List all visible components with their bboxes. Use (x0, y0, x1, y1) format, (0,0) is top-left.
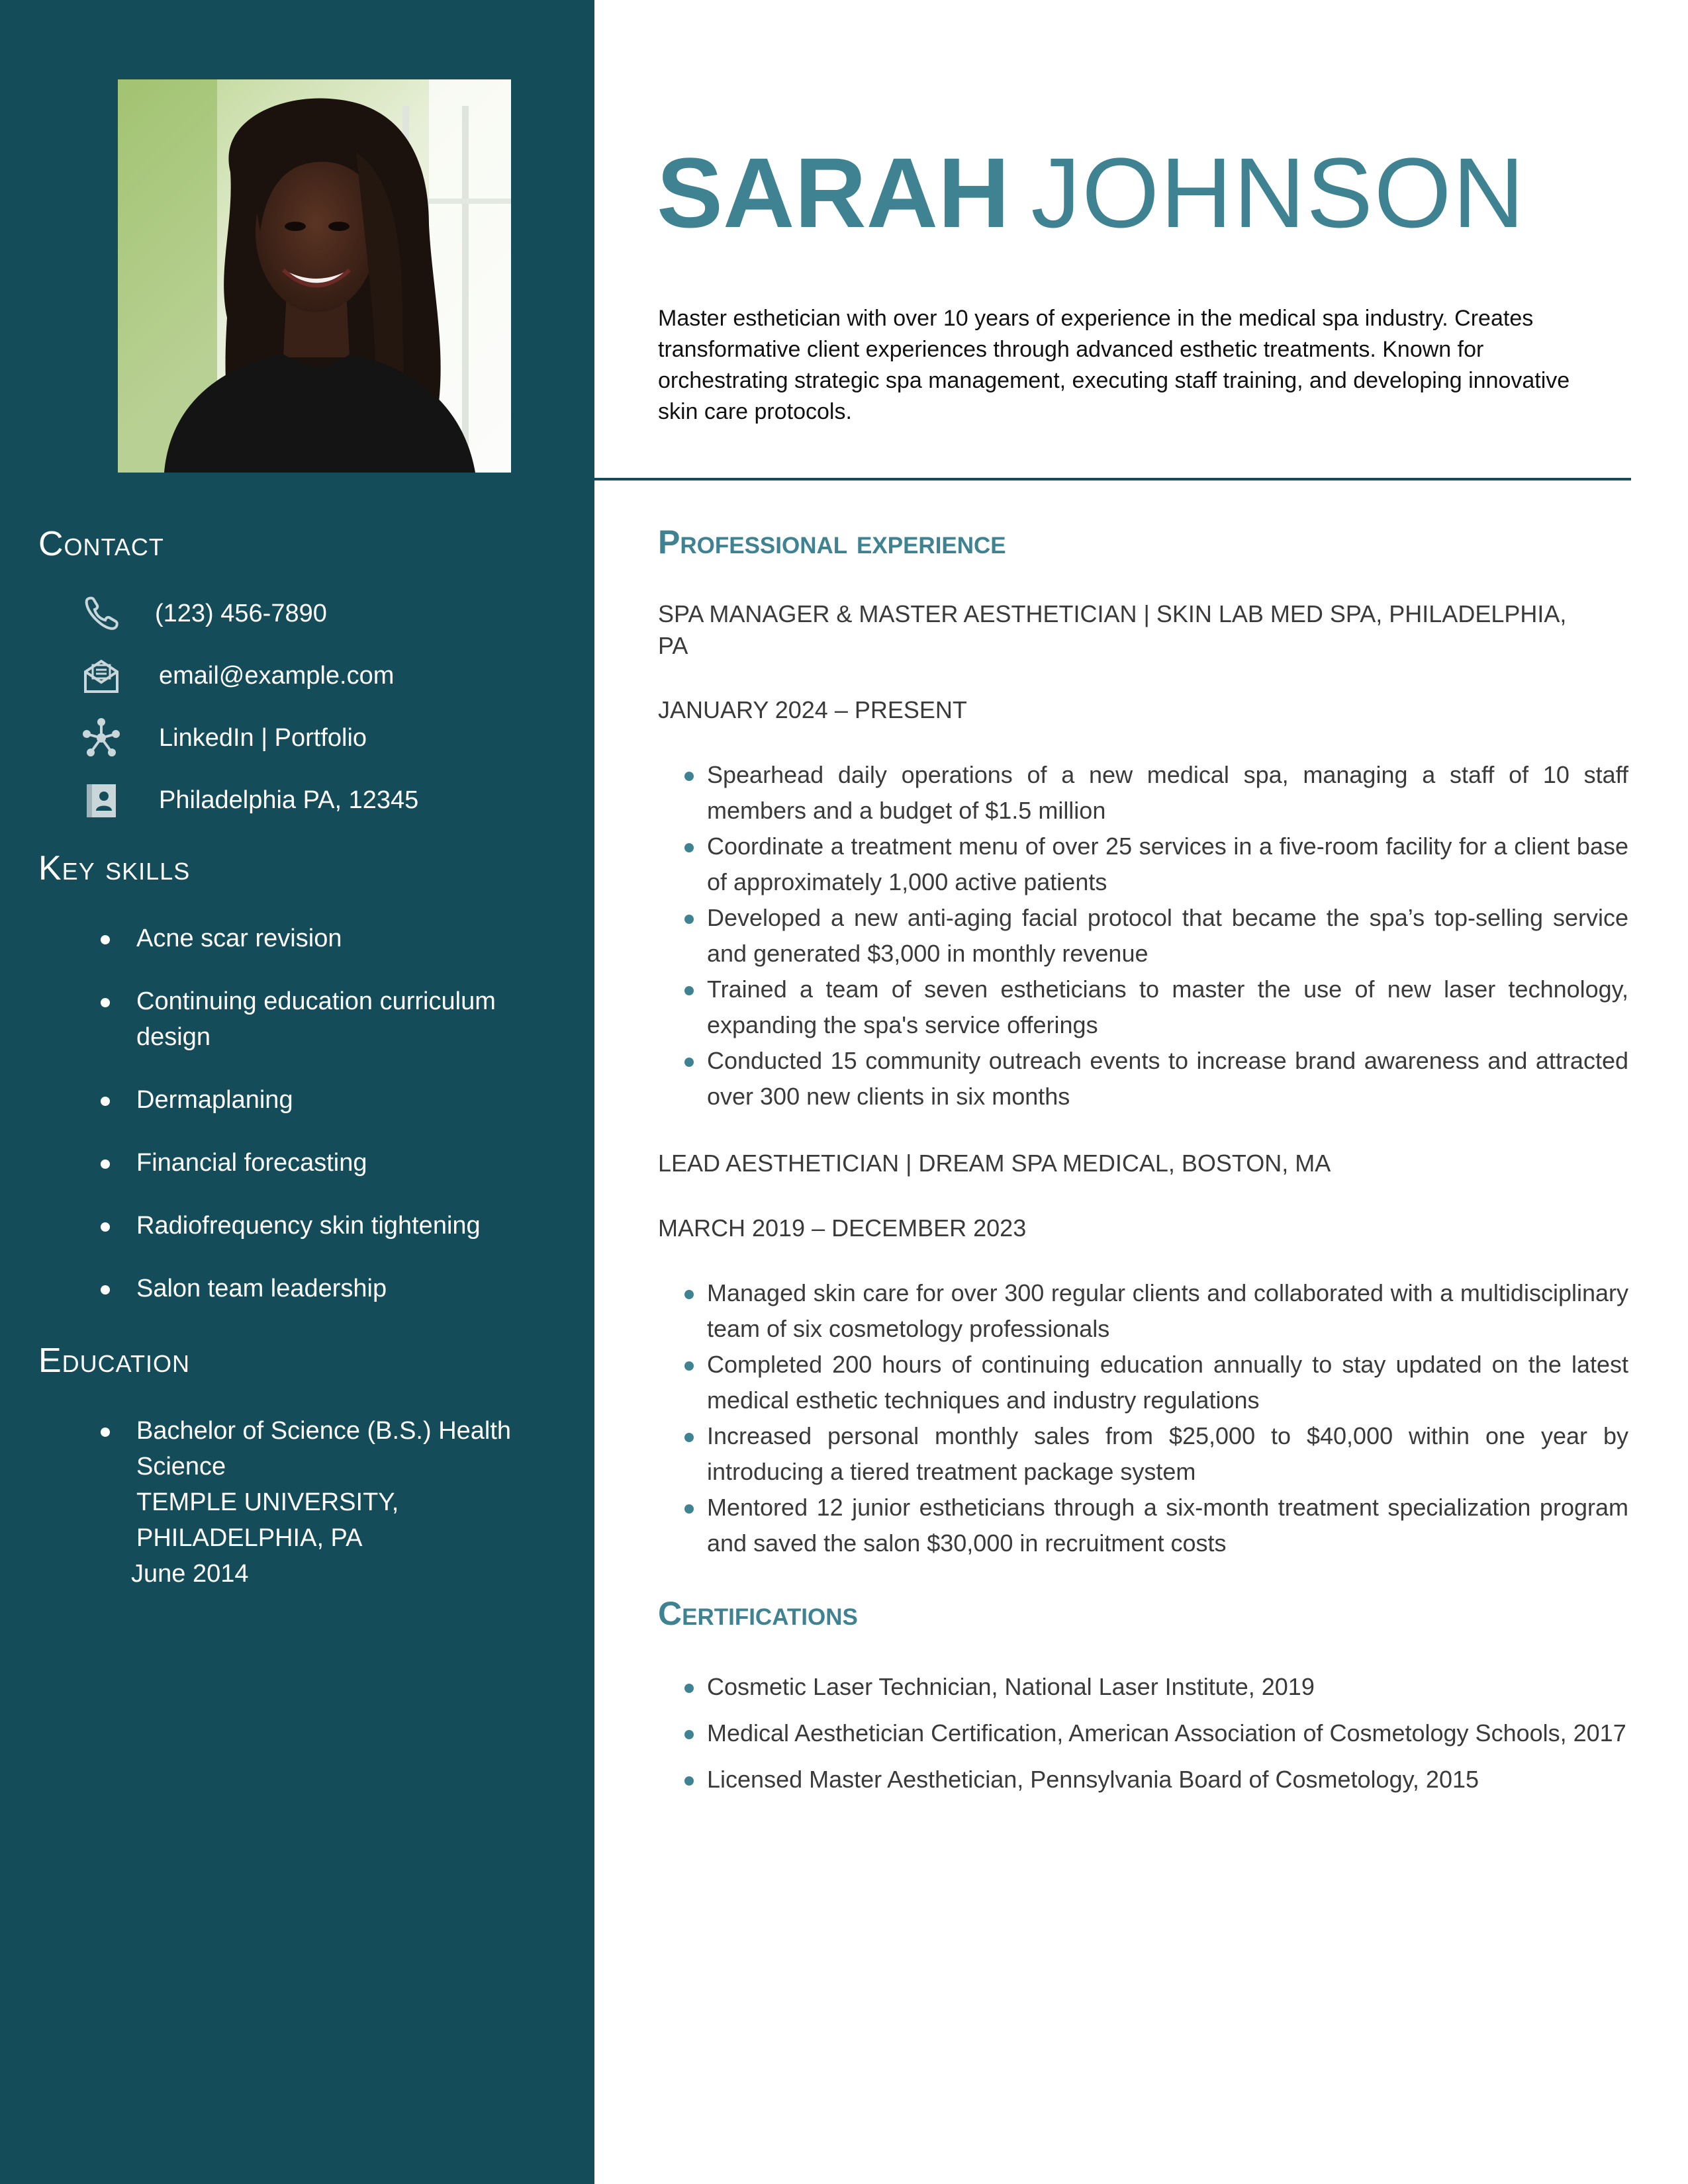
job-bullet: Conducted 15 community outreach events to increase brand awareness and attracted over 300 new clients in six months (684, 1043, 1628, 1115)
skills-heading: Key skills (38, 849, 191, 887)
education-degree: Bachelor of Science (B.S.) Health Science (136, 1417, 512, 1480)
job-title: LEAD AESTHETICIAN | DREAM SPA MEDICAL, BOSTON, MA (658, 1150, 1331, 1177)
education-heading: Education (38, 1342, 191, 1380)
certification-item: Cosmetic Laser Technician, National Laser Institute, 2019 (684, 1664, 1628, 1710)
education-date: June 2014 (131, 1560, 249, 1588)
skill-item: Radiofrequency skin tightening (99, 1208, 549, 1244)
job-title: SPA MANAGER & MASTER AESTHETICIAN | SKIN LAB MED SPA, PHILADELPHIA, PA (658, 600, 1567, 659)
contact-location[interactable] (78, 777, 418, 823)
skill-item: Dermaplaning (99, 1082, 549, 1118)
sidebar (0, 0, 594, 2184)
email-icon (78, 653, 124, 699)
job-bullet: Mentored 12 junior estheticians through a six-month treatment specialization program and saved the salon $30,000 in recruitment costs (684, 1490, 1628, 1561)
certification-item: Medical Aesthetician Certification, American Association of Cosmetology Schools, 2017 (684, 1710, 1628, 1756)
education-item (99, 1413, 563, 1592)
contact-heading: Contact (38, 525, 164, 563)
certifications-heading: Certifications (658, 1595, 858, 1632)
skill-item: Financial forecasting (99, 1145, 549, 1181)
job-dates: MARCH 2019 – DECEMBER 2023 (658, 1214, 1027, 1242)
job-bullets (684, 1275, 1628, 1561)
job-bullet: Managed skin care for over 300 regular clients and collaborated with a multidisciplinary team of six cosmetology professionals (684, 1275, 1628, 1347)
header-divider (594, 478, 1631, 480)
education-school: TEMPLE UNIVERSITY, PHILADELPHIA, PA (136, 1488, 399, 1552)
links-text: LinkedIn | Portfolio (159, 723, 367, 752)
job-dates: JANUARY 2024 – PRESENT (658, 696, 967, 723)
contact-phone[interactable] (78, 590, 327, 637)
job-bullets (684, 757, 1628, 1115)
skill-item: Salon team leadership (99, 1271, 549, 1306)
job-bullet: Trained a team of seven estheticians to master the use of new laser technology, expanding the spa's service offerings (684, 972, 1628, 1043)
location-text: Philadelphia PA, 12345 (159, 786, 419, 814)
contact-email[interactable] (78, 653, 394, 699)
contact-links[interactable] (78, 715, 367, 761)
job-bullet: Increased personal monthly sales from $25,000 to $40,000 within one year by introducing a tiered treatment package system (684, 1418, 1628, 1490)
skill-item: Acne scar revision (99, 921, 549, 956)
certification-item: Licensed Master Aesthetician, Pennsylvania Board of Cosmetology, 2015 (684, 1756, 1628, 1803)
portrait-image (118, 79, 511, 473)
contact-card-icon (78, 777, 124, 823)
experience-heading: Professional experience (658, 523, 1006, 561)
job-bullet: Spearhead daily operations of a new medical spa, managing a staff of 10 staff members and a budget of $1.5 million (684, 757, 1628, 829)
profile-photo (118, 79, 511, 473)
job-bullet: Coordinate a treatment menu of over 25 services in a five-room facility for a client base of approximately 1,000 active patients (684, 829, 1628, 900)
network-icon (78, 715, 124, 761)
professional-summary: Master esthetician with over 10 years of experience in the medical spa industry. Creates transformative client experiences through advanced esthetic treatments. Known for orchestrating strategic spa management, executing staff training, and developing innovative skin care protocols. (658, 306, 1570, 424)
last-name: JOHNSON (1031, 137, 1526, 248)
skills-list (99, 921, 549, 1334)
email-text: email@example.com (159, 661, 395, 690)
phone-text: (123) 456-7890 (155, 599, 327, 627)
phone-icon (78, 590, 124, 637)
candidate-name (657, 130, 1526, 255)
job-bullet: Developed a new anti-aging facial protocol that became the spa’s top-selling service and generated $3,000 in monthly revenue (684, 900, 1628, 972)
skill-item: Continuing education curriculum design (99, 983, 549, 1055)
first-name: SARAH (657, 137, 1010, 248)
job-bullet: Completed 200 hours of continuing education annually to stay updated on the latest medical esthetic techniques and industry regulations (684, 1347, 1628, 1418)
education-list (99, 1413, 563, 1619)
certifications-list (684, 1664, 1628, 1803)
